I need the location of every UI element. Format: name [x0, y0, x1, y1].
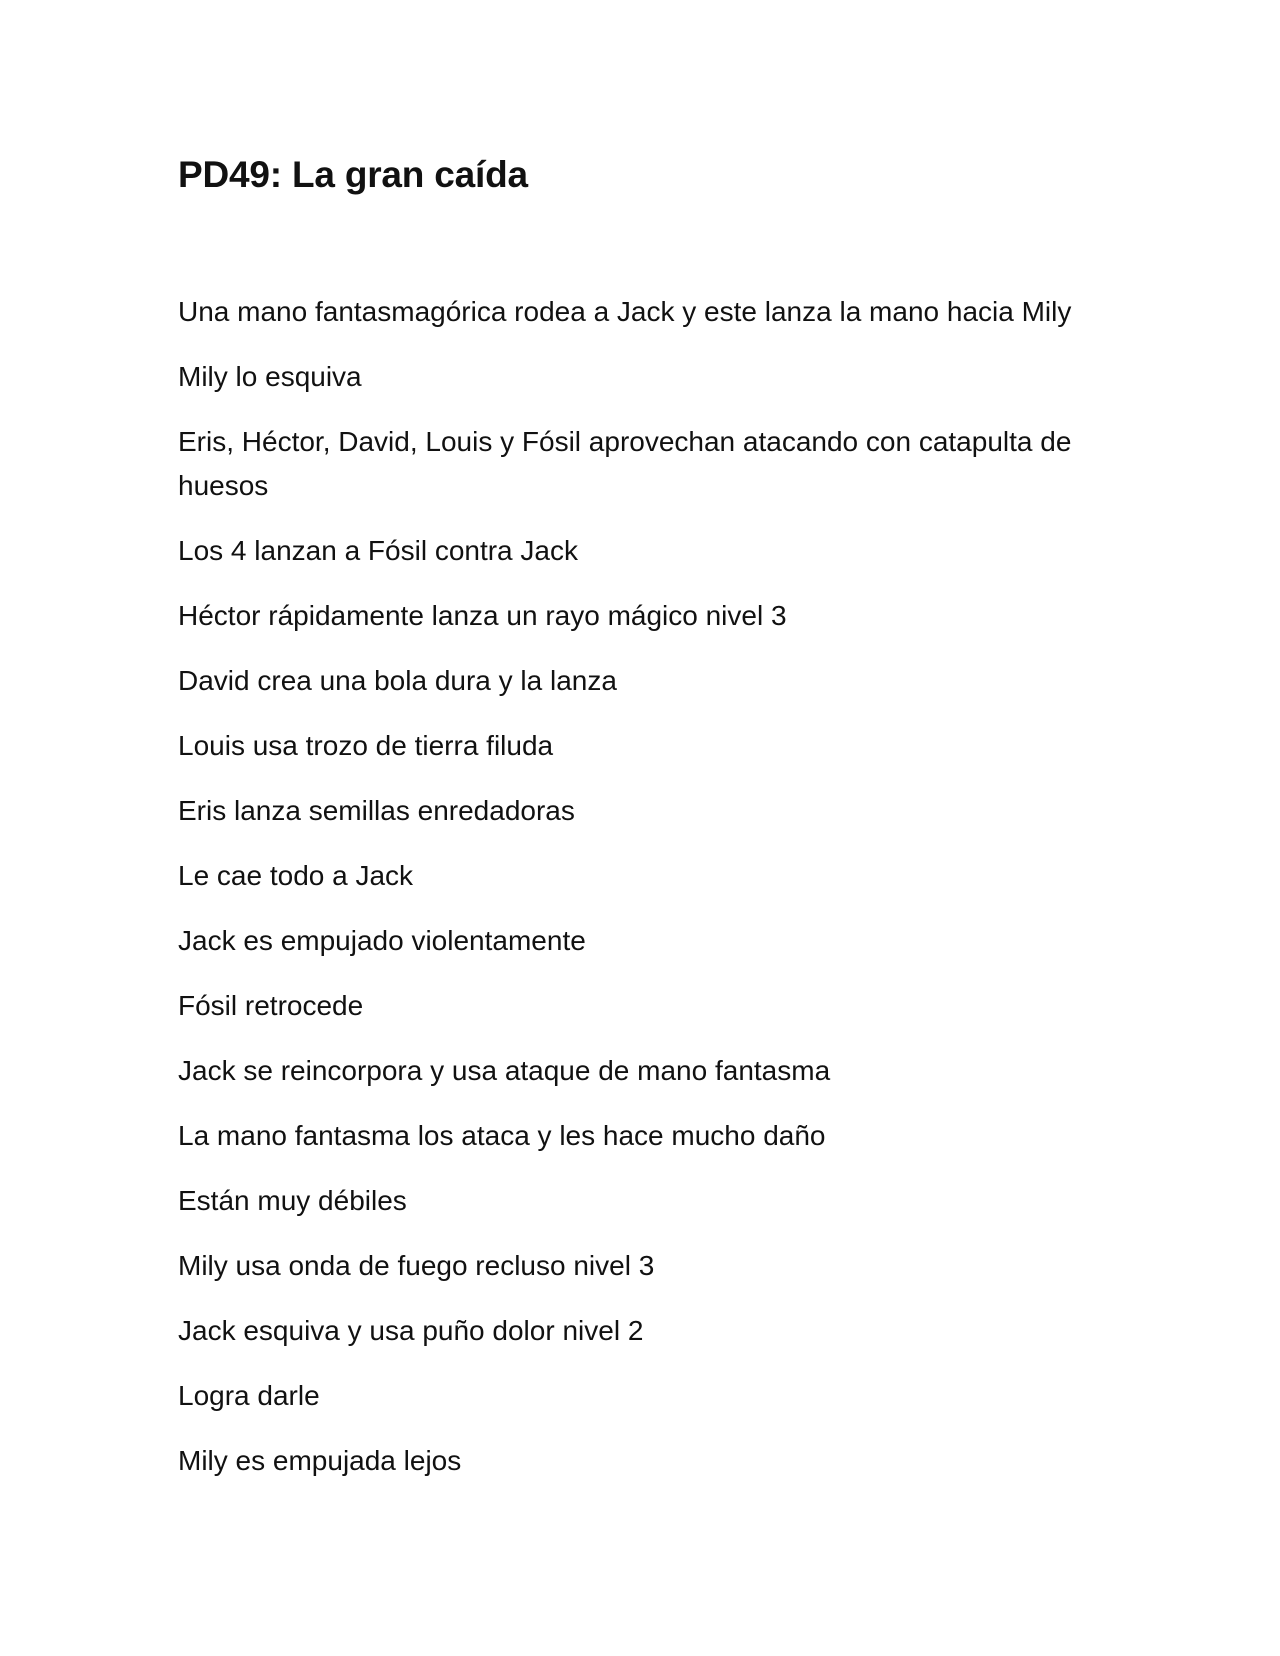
paragraph: Eris, Héctor, David, Louis y Fósil aprovechan atacando con catapulta de huesos	[178, 426, 1072, 501]
paragraph: Louis usa trozo de tierra filuda	[178, 730, 554, 761]
paragraph: Mily usa onda de fuego recluso nivel 3	[178, 1250, 655, 1281]
paragraph: Logra darle	[178, 1380, 320, 1411]
paragraph: Una mano fantasmagórica rodea a Jack y este lanza la mano hacia Mily	[178, 296, 1072, 327]
paragraph: La mano fantasma los ataca y les hace mucho daño	[178, 1120, 826, 1151]
paragraph: Héctor rápidamente lanza un rayo mágico nivel 3	[178, 600, 787, 631]
paragraph: David crea una bola dura y la lanza	[178, 665, 617, 696]
paragraph: Jack se reincorpora y usa ataque de mano fantasma	[178, 1055, 831, 1086]
paragraph: Le cae todo a Jack	[178, 860, 414, 891]
paragraph: Mily lo esquiva	[178, 361, 362, 392]
paragraph: Están muy débiles	[178, 1185, 407, 1216]
paragraph: Los 4 lanzan a Fósil contra Jack	[178, 535, 578, 566]
paragraph: Mily es empujada lejos	[178, 1445, 462, 1476]
paragraph: Jack es empujado violentamente	[178, 925, 586, 956]
paragraph: Jack esquiva y usa puño dolor nivel 2	[178, 1315, 644, 1346]
page-title: PD49: La gran caída	[178, 154, 528, 195]
document-body	[178, 290, 1098, 1504]
paragraph: Eris lanza semillas enredadoras	[178, 795, 575, 826]
paragraph: Fósil retrocede	[178, 990, 364, 1021]
